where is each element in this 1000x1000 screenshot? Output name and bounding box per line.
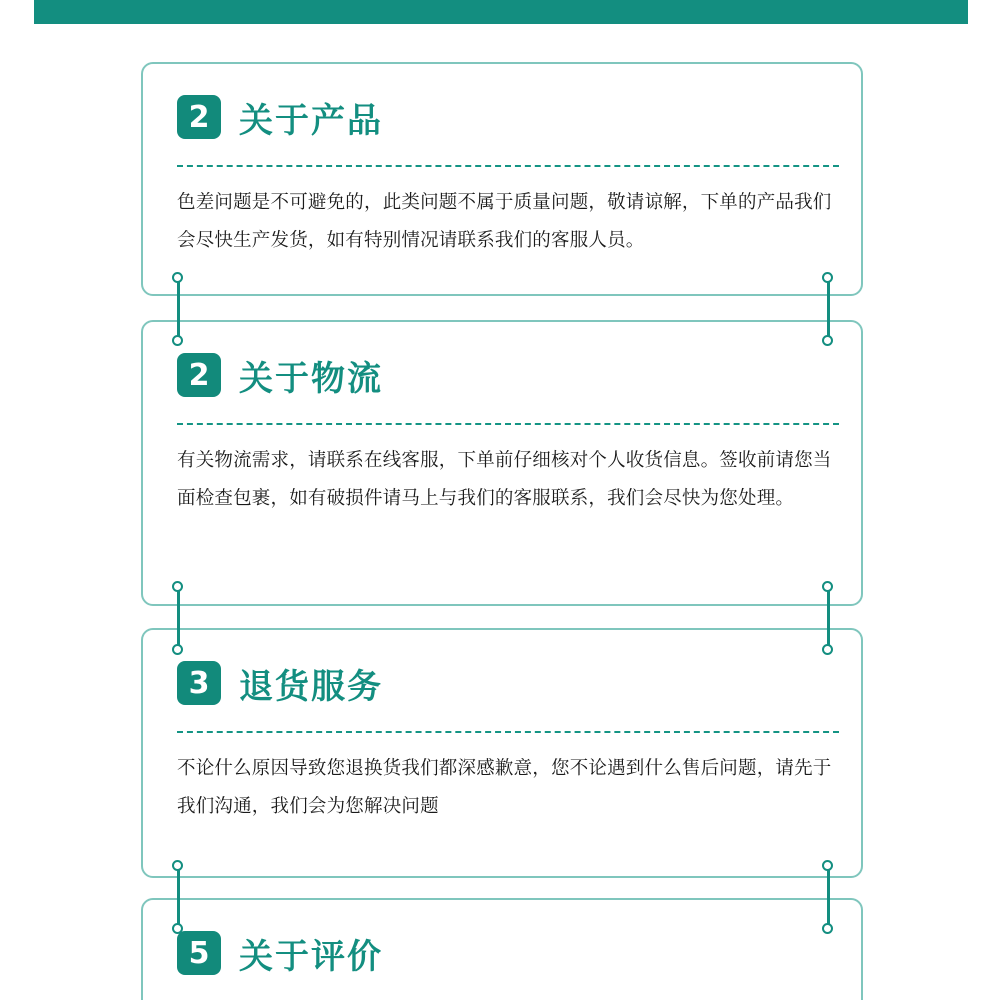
connector-line bbox=[827, 587, 830, 649]
connector-line bbox=[177, 866, 180, 928]
card-connector-right bbox=[822, 860, 834, 934]
section-number-badge: 2 bbox=[177, 353, 221, 397]
section-body: 有关物流需求，请联系在线客服，下单前仔细核对个人收货信息。签收前请您当面检查包裹，如有破损件请马上与我们的客服联系，我们会尽快为您处理。 bbox=[177, 450, 832, 509]
section-body: 不论什么原因导致您退换货我们都深感歉意，您不论遇到什么售后问题，请先于我们沟通，我们会为您解决问题 bbox=[177, 758, 832, 817]
section-card-reviews bbox=[141, 898, 863, 1000]
connector-line bbox=[827, 278, 830, 340]
connector-dot bbox=[172, 581, 183, 592]
connector-dot bbox=[822, 923, 833, 934]
section-number-badge: 3 bbox=[177, 661, 221, 705]
card-connector-left bbox=[172, 860, 184, 934]
section-header bbox=[177, 352, 383, 398]
section-card-returns bbox=[141, 628, 863, 878]
connector-dot bbox=[172, 272, 183, 283]
card-connector-right bbox=[822, 581, 834, 655]
section-title: 关于评价 bbox=[239, 936, 383, 977]
section-number-badge: 2 bbox=[177, 95, 221, 139]
section-header bbox=[177, 930, 383, 976]
section-number-badge: 5 bbox=[177, 931, 221, 975]
section-header bbox=[177, 94, 383, 140]
connector-line bbox=[827, 866, 830, 928]
dashed-divider bbox=[177, 731, 839, 733]
section-header bbox=[177, 660, 383, 706]
section-body: 色差问题是不可避免的，此类问题不属于质量问题，敬请谅解，下单的产品我们会尽快生产发货，如有特别情况请联系我们的客服人员。 bbox=[177, 192, 832, 251]
connector-dot bbox=[172, 923, 183, 934]
connector-dot bbox=[172, 335, 183, 346]
section-card-product bbox=[141, 62, 863, 296]
card-connector-left bbox=[172, 272, 184, 346]
connector-dot bbox=[822, 860, 833, 871]
dashed-divider bbox=[177, 423, 839, 425]
connector-dot bbox=[822, 644, 833, 655]
section-title: 关于物流 bbox=[239, 358, 383, 399]
dashed-divider bbox=[177, 165, 839, 167]
card-connector-right bbox=[822, 272, 834, 346]
connector-line bbox=[177, 278, 180, 340]
connector-dot bbox=[172, 644, 183, 655]
section-title: 关于产品 bbox=[239, 100, 383, 141]
top-banner bbox=[34, 0, 968, 24]
connector-line bbox=[177, 587, 180, 649]
section-card-logistics bbox=[141, 320, 863, 606]
connector-dot bbox=[822, 581, 833, 592]
connector-dot bbox=[172, 860, 183, 871]
card-connector-left bbox=[172, 581, 184, 655]
connector-dot bbox=[822, 335, 833, 346]
connector-dot bbox=[822, 272, 833, 283]
section-title: 退货服务 bbox=[239, 666, 383, 707]
